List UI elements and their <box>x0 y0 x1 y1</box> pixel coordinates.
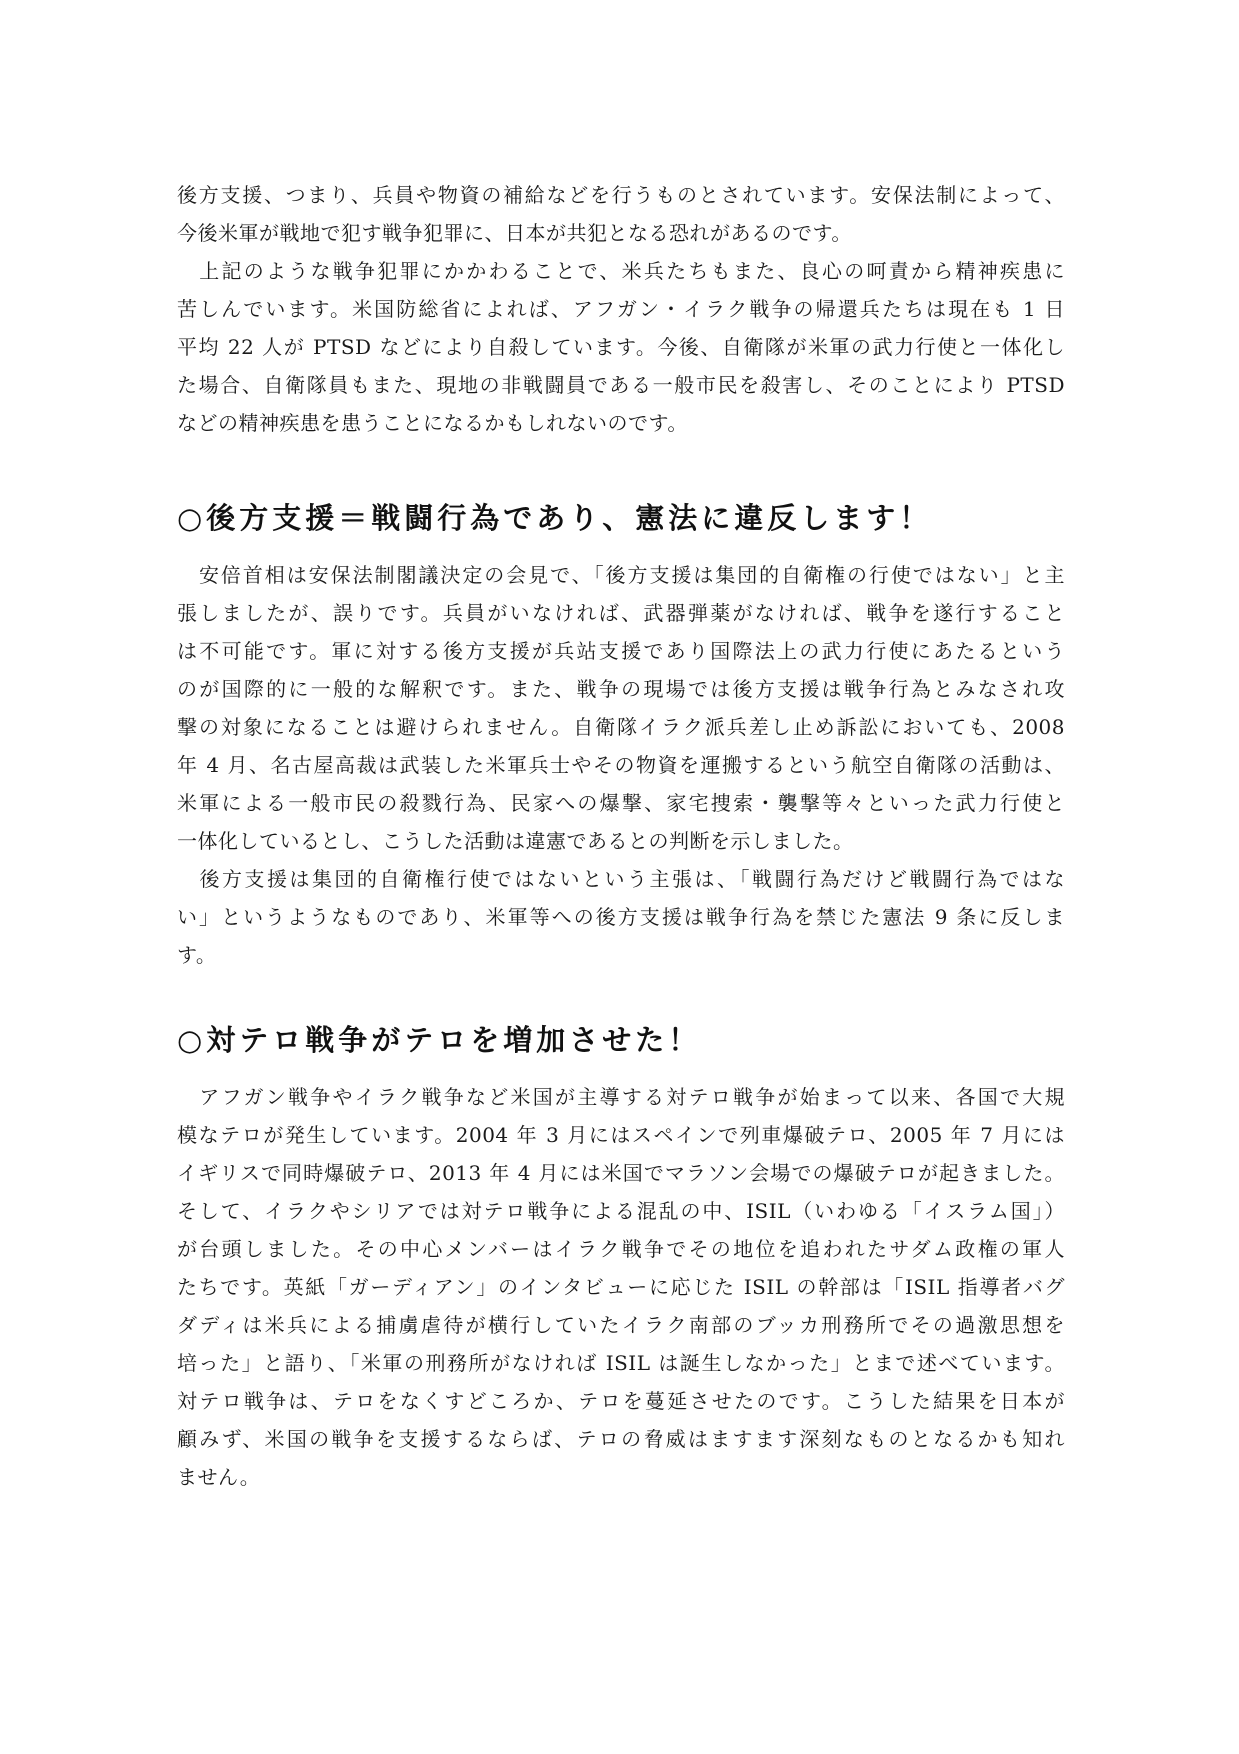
paragraph-line: 後方支援、つまり、兵員や物資の補給などを行うものとされています。安保法制によって、 <box>177 183 1065 207</box>
support-paragraphs <box>177 556 1065 974</box>
paragraph-line: たちです。英紙「ガーディアン」のインタビューに応じた ISIL の幹部は「ISIL 指導者バグ <box>177 1275 1065 1299</box>
section-heading-terror: ○対テロ戦争がテロを増加させた！ <box>177 1023 702 1057</box>
paragraph-line: アフガン戦争やイラク戦争など米国が主導する対テロ戦争が始まって以来、各国で大規 <box>177 1085 1065 1109</box>
paragraph-line: ダディは米兵による捕虜虐待が横行していたイラク南部のブッカ刑務所でその過激思想を <box>177 1313 1065 1337</box>
paragraph-line: のが国際的に一般的な解釈です。また、戦争の現場では後方支援は戦争行為とみなされ攻 <box>177 677 1065 701</box>
paragraph-line: イギリスで同時爆破テロ、2013 年 4 月には米国でマラソン会場での爆破テロが起きました。 <box>177 1161 1065 1185</box>
intro-paragraphs <box>177 176 1065 442</box>
paragraph-line: 今後米軍が戦地で犯す戦争犯罪に、日本が共犯となる恐れがあるのです。 <box>177 221 852 245</box>
paragraph-line: 苦しんでいます。米国防総省によれば、アフガン・イラク戦争の帰還兵たちは現在も 1 日 <box>177 297 1065 321</box>
paragraph-line: が台頭しました。その中心メンバーはイラク戦争でその地位を追われたサダム政権の軍人 <box>177 1237 1065 1261</box>
paragraph-line: 安倍首相は安保法制閣議決定の会見で、「後方支援は集団的自衛権の行使ではない」と主 <box>177 563 1065 587</box>
paragraph-line: 平均 22 人が PTSD などにより自殺しています。今後、自衛隊が米軍の武力行使と一体化し <box>177 335 1065 359</box>
paragraph-line: す。 <box>177 943 217 967</box>
paragraph-line: ません。 <box>177 1465 261 1489</box>
paragraph-line: 模なテロが発生しています。2004 年 3 月にはスペインで列車爆破テロ、2005 年 7 月には <box>177 1123 1065 1147</box>
paragraph-line: た場合、自衛隊員もまた、現地の非戦闘員である一般市民を殺害し、そのことにより PTSD <box>177 373 1065 397</box>
paragraph-line: 米軍による一般市民の殺戮行為、民家への爆撃、家宅捜索・襲撃等々といった武力行使と <box>177 791 1065 815</box>
section-heading-support: ○後方支援＝戦闘行為であり、憲法に違反します！ <box>177 501 933 535</box>
paragraph-line: は不可能です。軍に対する後方支援が兵站支援であり国際法上の武力行使にあたるという <box>177 639 1065 663</box>
paragraph-line: 撃の対象になることは避けられません。自衛隊イラク派兵差し止め訴訟においても、2008 <box>177 715 1065 739</box>
paragraph-line: 顧みず、米国の戦争を支援するならば、テロの脅威はますます深刻なものとなるかも知れ <box>177 1427 1065 1451</box>
paragraph-line: そして、イラクやシリアでは対テロ戦争による混乱の中、ISIL（いわゆる「イスラム国」） <box>177 1199 1065 1223</box>
paragraph-line: 後方支援は集団的自衛権行使ではないという主張は、「戦闘行為だけど戦闘行為ではな <box>177 867 1065 891</box>
paragraph-line: 対テロ戦争は、テロをなくすどころか、テロを蔓延させたのです。こうした結果を日本が <box>177 1389 1065 1413</box>
paragraph-line: 一体化しているとし、こうした活動は違憲であるとの判断を示しました。 <box>177 829 854 853</box>
paragraph-line: い」というようなものであり、米軍等への後方支援は戦争行為を禁じた憲法 9 条に反しま <box>177 905 1065 929</box>
paragraph-line: などの精神疾患を患うことになるかもしれないのです。 <box>177 411 688 435</box>
paragraph-line: 年 4 月、名古屋高裁は武装した米軍兵士やその物資を運搬するという航空自衛隊の活動は、 <box>177 753 1065 777</box>
terror-paragraphs <box>177 1078 1065 1496</box>
paragraph-line: 張しましたが、誤りです。兵員がいなければ、武器弾薬がなければ、戦争を遂行すること <box>177 601 1065 625</box>
paragraph-line: 培った」と語り、「米軍の刑務所がなければ ISIL は誕生しなかった」とまで述べています。 <box>177 1351 1065 1375</box>
paragraph-line: 上記のような戦争犯罪にかかわることで、米兵たちもまた、良心の呵責から精神疾患に <box>177 259 1065 283</box>
